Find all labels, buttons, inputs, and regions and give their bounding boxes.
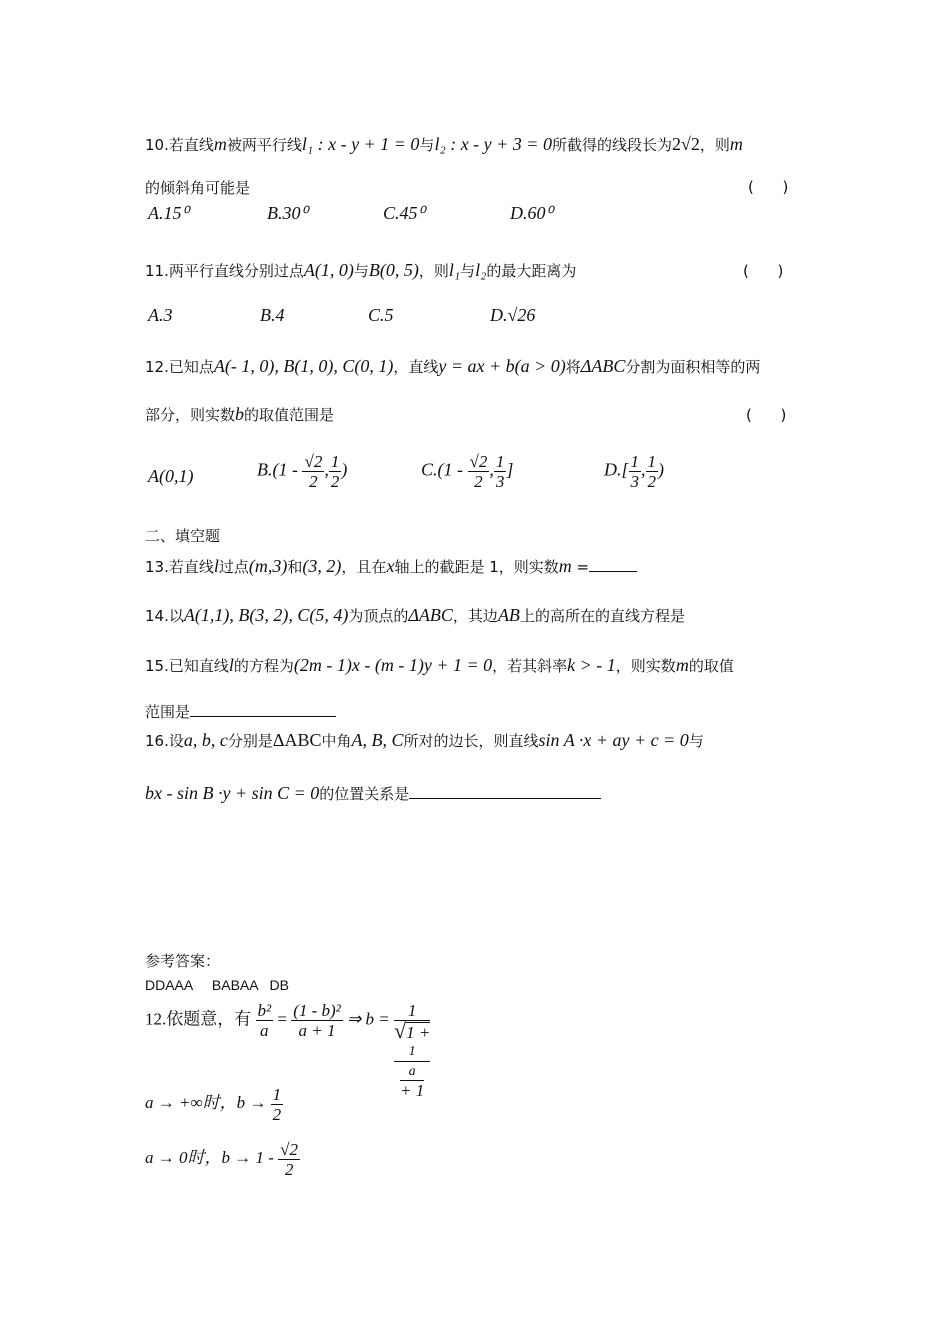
bracket: ] bbox=[506, 459, 514, 480]
text: 已知直线 bbox=[168, 657, 229, 675]
limit-1 bbox=[145, 1083, 283, 1124]
text: 分别是 bbox=[227, 732, 273, 750]
text: 两平行直线分别过点 bbox=[168, 262, 304, 280]
text: ，若其斜率 bbox=[492, 657, 568, 675]
question-16-line-2 bbox=[145, 783, 601, 804]
numerator: √2 bbox=[304, 452, 323, 471]
fraction bbox=[302, 452, 324, 491]
answer-parentheses: ( ) bbox=[748, 178, 789, 196]
text: 的最大距离为 bbox=[486, 262, 577, 280]
points-abc: A(- 1, 0), B(1, 0), C(0, 1) bbox=[213, 356, 394, 376]
text: 上的高所在的直线方程是 bbox=[519, 607, 685, 625]
numerator: 1 bbox=[272, 1084, 282, 1104]
text: 范围是 bbox=[145, 703, 191, 721]
text: 中角 bbox=[321, 732, 352, 750]
text: a → 0时，b → 1 - bbox=[145, 1148, 274, 1167]
question-number: 14. bbox=[145, 607, 169, 625]
question-11-line-1 bbox=[145, 260, 576, 281]
line-l1: l₁ bbox=[448, 260, 461, 280]
text: = bbox=[277, 1009, 287, 1029]
option-b: B.30⁰ bbox=[267, 203, 308, 223]
text: ，且在 bbox=[341, 558, 387, 576]
option-a: A.3 bbox=[148, 305, 173, 325]
math-b: b bbox=[235, 404, 245, 424]
question-number: 12. bbox=[145, 358, 169, 376]
option-d: D.60⁰ bbox=[510, 203, 553, 223]
denominator: 2 bbox=[309, 472, 318, 491]
numerator: 1 bbox=[330, 452, 340, 471]
question-10-line-1 bbox=[145, 134, 743, 155]
fraction bbox=[278, 1140, 300, 1179]
section-heading: 二、填空题 bbox=[145, 527, 221, 545]
text: ，则 bbox=[418, 262, 449, 280]
sqrt-icon: √ bbox=[394, 1018, 407, 1043]
denominator bbox=[394, 1018, 431, 1100]
question-number: 16. bbox=[145, 732, 169, 750]
text: ，则实数 bbox=[615, 657, 676, 675]
option-prefix: C.(1 - bbox=[421, 459, 463, 480]
numerator: 1 bbox=[394, 1042, 430, 1062]
denominator: 3 bbox=[630, 472, 640, 491]
answers-title: 参考答案： bbox=[145, 952, 221, 970]
bracket: ) bbox=[658, 459, 665, 480]
math-x: x bbox=[386, 556, 395, 576]
math-m: m bbox=[558, 556, 572, 576]
question-13 bbox=[145, 556, 637, 577]
segment-length: 2√2 bbox=[671, 134, 700, 154]
fraction bbox=[329, 452, 342, 491]
text: 的位置关系是 bbox=[319, 785, 410, 803]
question-number: 11. bbox=[145, 262, 169, 280]
denominator: 2 bbox=[284, 1159, 294, 1179]
text: 为顶点的 bbox=[348, 607, 409, 625]
fraction bbox=[468, 452, 490, 491]
text: 12.依题意，有 bbox=[145, 1009, 252, 1029]
option-prefix: B.(1 - bbox=[257, 459, 298, 480]
text: 已知点 bbox=[168, 358, 214, 376]
denominator: 2 bbox=[272, 1104, 282, 1124]
text: 的方程为 bbox=[233, 657, 294, 675]
line-equation: y = ax + b(a > 0) bbox=[438, 356, 566, 376]
fraction bbox=[394, 1042, 430, 1081]
text: 的取值范围是 bbox=[244, 406, 335, 424]
line-l2: l₂ bbox=[475, 260, 487, 280]
math-l: l bbox=[213, 556, 219, 576]
fraction bbox=[291, 1001, 343, 1040]
question-15-line-1 bbox=[145, 655, 734, 676]
point-b: B(0, 5) bbox=[368, 260, 419, 280]
text: 1 + bbox=[406, 1023, 431, 1042]
point-2: (3, 2) bbox=[302, 556, 342, 576]
question-14 bbox=[145, 605, 685, 626]
option-c: C.(1 - $\frac{√2}{2}$ , $\frac{1}{3}$ ] bbox=[421, 452, 514, 491]
text: 若直线 bbox=[168, 558, 214, 576]
option-b: B.(1 - $\frac{√2}{2}$ , $\frac{1}{2}$ ) bbox=[257, 452, 348, 491]
text: 若直线 bbox=[168, 136, 214, 154]
denominator: 2 bbox=[647, 472, 657, 491]
text: 和 bbox=[287, 558, 303, 576]
text: 的取值 bbox=[688, 657, 734, 675]
text: ，其边 bbox=[452, 607, 498, 625]
text: 与 bbox=[353, 262, 369, 280]
question-number: 10. bbox=[145, 136, 169, 154]
points-abc: A(1,1), B(3, 2), C(5, 4) bbox=[183, 605, 349, 625]
fraction bbox=[271, 1085, 284, 1124]
text: 所对的边长，则直线 bbox=[403, 732, 539, 750]
denominator: a bbox=[408, 1064, 416, 1079]
point-1: (m,3) bbox=[248, 556, 288, 576]
numerator: 1 bbox=[630, 452, 640, 471]
option-d: D.[ $\frac{1}{3}$ , $\frac{1}{2}$ ) bbox=[604, 452, 665, 491]
limit-2 bbox=[145, 1138, 300, 1179]
text: + 1 bbox=[400, 1081, 425, 1100]
slope-condition: k > - 1 bbox=[567, 655, 616, 675]
text: 分割为面积相等的两 bbox=[625, 358, 761, 376]
line-l1-equation: l₁ : x - y + 1 = 0 bbox=[301, 134, 420, 154]
line-equation: (2m - 1)x - (m - 1)y + 1 = 0 bbox=[293, 655, 493, 675]
denominator: 3 bbox=[495, 472, 505, 491]
math-m: m bbox=[729, 134, 743, 154]
line-l2-equation: l₂ : x - y + 3 = 0 bbox=[434, 134, 552, 154]
text: 设 bbox=[168, 732, 184, 750]
triangle-abc: ΔABC bbox=[408, 605, 453, 625]
text: ⇒ b = bbox=[347, 1009, 390, 1029]
answer-parentheses: ( ) bbox=[743, 262, 784, 280]
denominator: 2 bbox=[474, 472, 483, 491]
fraction bbox=[394, 1001, 430, 1100]
option-c: C.45⁰ bbox=[383, 203, 425, 223]
answer-blank[interactable] bbox=[190, 702, 336, 717]
text: a → +∞时，b → bbox=[145, 1093, 267, 1112]
text: ，则 bbox=[699, 136, 730, 154]
answer-blank[interactable] bbox=[409, 784, 601, 799]
math-m: m bbox=[675, 655, 689, 675]
line-1-equation: sin A ·x + ay + c = 0 bbox=[538, 730, 689, 750]
denominator: 2 bbox=[330, 472, 340, 491]
denominator: a bbox=[260, 1021, 269, 1040]
option-a: A(0,1) bbox=[148, 466, 194, 486]
fraction bbox=[256, 1001, 274, 1040]
option-a: A.15⁰ bbox=[148, 203, 189, 223]
triangle-abc: ΔABC bbox=[272, 730, 322, 750]
fraction bbox=[494, 452, 507, 491]
text: 与 bbox=[419, 136, 435, 154]
triangle-abc: ΔABC bbox=[580, 356, 626, 376]
option-b: B.4 bbox=[260, 305, 285, 325]
question-15-line-2 bbox=[145, 702, 336, 722]
math-l: l bbox=[228, 655, 234, 675]
numerator: b² bbox=[257, 1001, 272, 1020]
answer-parentheses: ( ) bbox=[746, 406, 787, 424]
question-16-line-1 bbox=[145, 730, 704, 751]
text: ，直线 bbox=[393, 358, 439, 376]
sides-abc: a, b, c bbox=[183, 730, 228, 750]
text: 与 bbox=[688, 732, 704, 750]
question-12-line-2 bbox=[145, 404, 334, 425]
text: 与 bbox=[460, 262, 476, 280]
numerator: √2 bbox=[469, 452, 488, 471]
text: 被两平行线 bbox=[226, 136, 302, 154]
numerator: 1 bbox=[647, 452, 657, 471]
text: 部分，则实数 bbox=[145, 406, 236, 424]
option-c: C.5 bbox=[368, 305, 394, 325]
text: 过点 bbox=[218, 558, 249, 576]
denominator: a + 1 bbox=[298, 1021, 336, 1040]
angles-abc: A, B, C bbox=[351, 730, 404, 750]
numerator: (1 - b)² bbox=[293, 1001, 341, 1020]
line-2-equation: bx - sin B ·y + sin C = 0 bbox=[145, 783, 320, 803]
point-a: A(1, 0) bbox=[303, 260, 354, 280]
text: 所截得的线段长为 bbox=[551, 136, 672, 154]
numerator: 1 bbox=[495, 452, 505, 471]
text: 轴上的截距是 1，则实数 bbox=[394, 558, 559, 576]
text: 以 bbox=[168, 607, 184, 625]
question-12-line-1 bbox=[145, 356, 760, 377]
numerator: √2 bbox=[280, 1139, 299, 1159]
numerator: 1 bbox=[394, 1001, 430, 1021]
fraction bbox=[629, 452, 642, 491]
side-ab: AB bbox=[497, 605, 520, 625]
question-10-line-2: 的倾斜角可能是 bbox=[145, 179, 251, 197]
fraction bbox=[646, 452, 659, 491]
text: 将 bbox=[565, 358, 581, 376]
answer-keys: DDAAA BABAA DB bbox=[145, 977, 289, 993]
question-number: 15. bbox=[145, 657, 169, 675]
option-d: D.√26 bbox=[490, 305, 536, 325]
text: = bbox=[571, 558, 590, 576]
question-number: 13. bbox=[145, 558, 169, 576]
option-prefix: D.[ bbox=[604, 459, 629, 480]
math-m: m bbox=[213, 134, 227, 154]
bracket: ) bbox=[341, 459, 348, 480]
answer-blank[interactable] bbox=[589, 557, 637, 572]
